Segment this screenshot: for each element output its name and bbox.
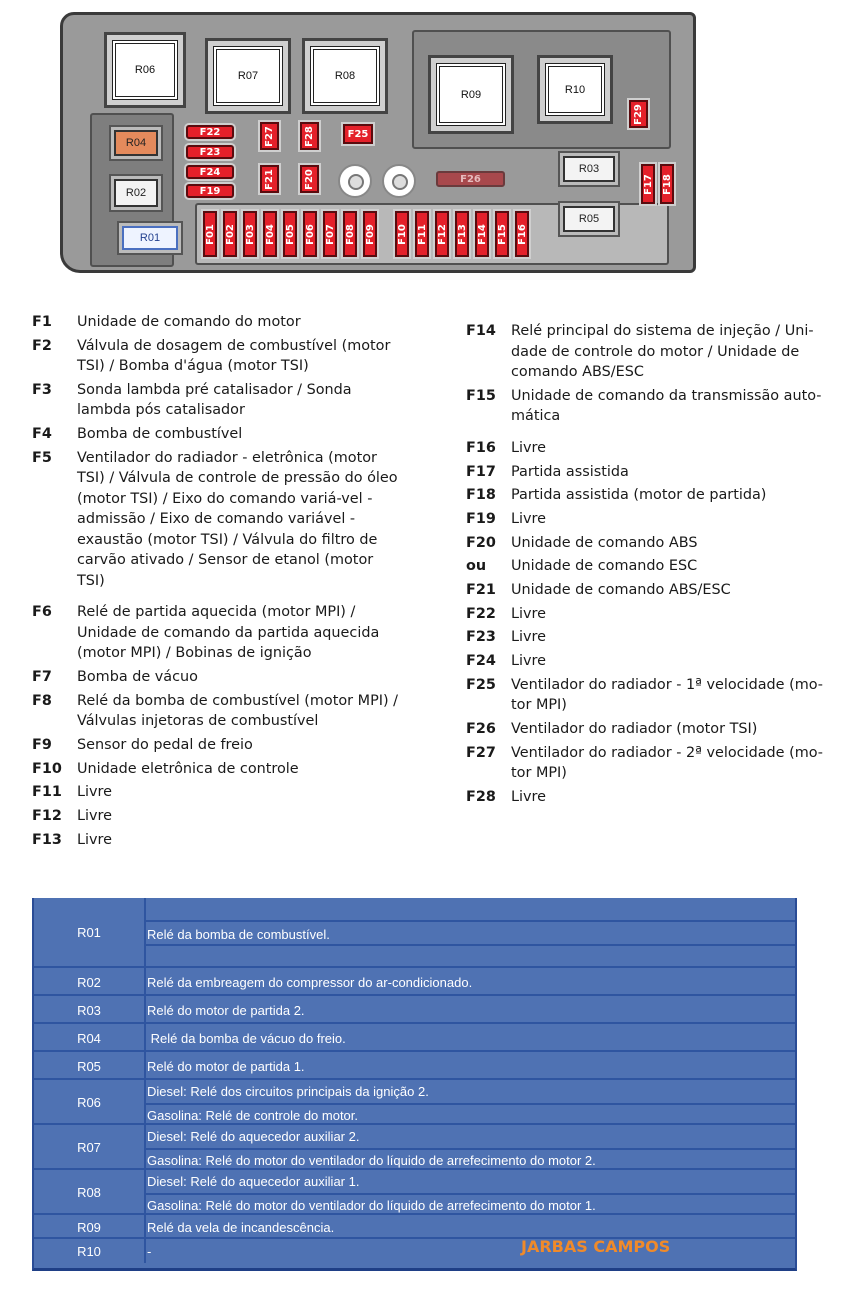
fuse-code: F2 bbox=[32, 337, 52, 354]
fuse-code: F25 bbox=[466, 676, 496, 693]
fuse-list-item bbox=[466, 386, 826, 427]
terminal-bolt-icon bbox=[382, 164, 416, 198]
relay-r07 bbox=[213, 46, 283, 106]
relay-r03 bbox=[563, 156, 615, 182]
fuse-list-item bbox=[466, 533, 826, 554]
fuse-f11 bbox=[415, 211, 429, 257]
fuse-code: F5 bbox=[32, 449, 52, 466]
fuse-code: F14 bbox=[466, 323, 496, 339]
relay-table-row bbox=[34, 1078, 795, 1125]
relay-r05 bbox=[563, 206, 615, 232]
empty-cell bbox=[146, 898, 795, 920]
fuse-label: F26 bbox=[460, 173, 481, 185]
fuse-list-item bbox=[466, 321, 826, 383]
fuse-code: F27 bbox=[466, 744, 496, 761]
fuse-box-diagram bbox=[60, 8, 700, 276]
fuse-code: F3 bbox=[32, 381, 52, 398]
fuse-list-item bbox=[32, 691, 402, 732]
fuse-description: Válvula de dosagem de combustível (motor TSI) / Bomba d'água (motor TSI) bbox=[77, 337, 391, 375]
fuse-description: Ventilador do radiador - eletrônica (motor TSI) / Válvula de controle de pressão do óleo (motor TSI) / Eixo do comando variá-vel - admissão / Eixo de comando variável - exaustão (motor TSI) / Válvula do filtro de carvão ativado / Sensor de etanol (motor TSI) bbox=[77, 449, 398, 589]
fuse-f03 bbox=[243, 211, 257, 257]
relay-label: R05 bbox=[578, 213, 600, 225]
fuse-code: F4 bbox=[32, 426, 52, 443]
fuse-label: F02 bbox=[224, 223, 236, 245]
fuse-f27 bbox=[260, 122, 279, 150]
fuse-description: Relé de partida aquecida (motor MPI) / Unidade de comando da partida aquecida (motor MPI) / Bobinas de ignição bbox=[77, 604, 380, 662]
fuse-description: Unidade de comando da transmissão auto-mática bbox=[511, 387, 822, 425]
fuse-label: F05 bbox=[284, 223, 296, 245]
relay-r06 bbox=[112, 40, 178, 100]
fuse-description: Unidade eletrônica de controle bbox=[77, 760, 299, 777]
fuse-description: Bomba de combustível bbox=[77, 426, 243, 443]
relay-code: R09 bbox=[34, 1215, 146, 1239]
fuse-code: F22 bbox=[466, 605, 496, 622]
fuse-description: Bomba de vácuo bbox=[77, 669, 198, 686]
fuse-label: F17 bbox=[642, 173, 654, 195]
relay-description: Relé da bomba de vácuo do freio. bbox=[147, 1030, 346, 1046]
fuse-f09 bbox=[363, 211, 377, 257]
relay-table-row bbox=[34, 1123, 795, 1170]
fuse-f08 bbox=[343, 211, 357, 257]
fuse-list-item bbox=[466, 651, 826, 672]
fuse-description: Livre bbox=[77, 808, 112, 825]
relay-r08 bbox=[310, 46, 380, 106]
fuse-description: Unidade de comando ABS bbox=[511, 534, 698, 551]
relay-label: R02 bbox=[125, 187, 147, 199]
fuse-list-item bbox=[32, 806, 402, 827]
relay-table-row bbox=[34, 966, 795, 996]
fuse-code: F24 bbox=[466, 653, 496, 670]
fuse-list-item bbox=[32, 735, 402, 756]
author-watermark: JARBAS CAMPOS bbox=[521, 1237, 671, 1256]
fuse-label: F18 bbox=[661, 173, 673, 195]
fuse-f04 bbox=[263, 211, 277, 257]
relay-description: Relé do motor de partida 2. bbox=[147, 1002, 305, 1018]
relay-description: Gasolina: Relé de controle do motor. bbox=[146, 1103, 795, 1128]
fuse-description: Sonda lambda pré catalisador / Sonda lambda pós catalisador bbox=[77, 381, 352, 419]
fuse-label: F19 bbox=[199, 185, 221, 197]
relay-description: - bbox=[147, 1243, 152, 1259]
relay-code: R05 bbox=[34, 1052, 146, 1080]
relay-code: R08 bbox=[34, 1170, 146, 1215]
fuse-label: F21 bbox=[264, 168, 275, 190]
relay-label: R06 bbox=[134, 64, 156, 76]
fuse-description: Livre bbox=[511, 653, 546, 670]
fuse-list-left bbox=[32, 312, 402, 853]
fuse-description: Relé principal do sistema de injeção / Uni-dade de controle do motor / Unidade de comando ABS/ESC bbox=[511, 323, 814, 380]
fuse-list-item bbox=[32, 424, 402, 445]
fuse-description: Livre bbox=[511, 439, 546, 456]
fuse-list-item bbox=[466, 485, 826, 506]
fuse-description: Livre bbox=[77, 831, 112, 848]
fuse-label: F01 bbox=[204, 223, 216, 245]
fuse-f12 bbox=[435, 211, 449, 257]
relay-code: R02 bbox=[34, 968, 146, 996]
relay-description: Gasolina: Relé do motor do ventilador do líquido de arrefecimento do motor 1. bbox=[146, 1193, 795, 1218]
fuse-description: Sensor do pedal de freio bbox=[77, 737, 253, 753]
fuse-code: F19 bbox=[466, 510, 496, 527]
fuse-description: Livre bbox=[511, 605, 546, 622]
fuse-list-item bbox=[32, 830, 402, 851]
fuse-label: F07 bbox=[324, 223, 336, 245]
spacer bbox=[466, 430, 826, 438]
fuse-description: Partida assistida (motor de partida) bbox=[511, 487, 767, 504]
fuse-list-item bbox=[466, 675, 826, 716]
spacer bbox=[32, 594, 402, 602]
fuse-list-item bbox=[32, 667, 402, 688]
fuse-label: F27 bbox=[264, 125, 275, 147]
relay-table bbox=[32, 898, 797, 1271]
empty-cell bbox=[146, 944, 795, 968]
fuse-label: F22 bbox=[199, 126, 221, 138]
fuse-f25 bbox=[343, 124, 373, 144]
fuse-f07 bbox=[323, 211, 337, 257]
fuse-f10 bbox=[395, 211, 409, 257]
fuse-f15 bbox=[495, 211, 509, 257]
relay-r01 bbox=[122, 226, 178, 250]
relay-table-row bbox=[34, 1237, 795, 1263]
terminal-bolt-icon bbox=[338, 164, 372, 198]
fuse-list-item bbox=[466, 438, 826, 459]
relay-table-row bbox=[34, 898, 795, 966]
relay-code: R07 bbox=[34, 1125, 146, 1170]
fuse-list-item bbox=[32, 759, 402, 780]
fuse-label: F28 bbox=[304, 125, 315, 147]
relay-table-row bbox=[34, 1168, 795, 1215]
fuse-f23 bbox=[186, 145, 234, 159]
fuse-f17 bbox=[641, 164, 655, 204]
fuse-list-item bbox=[466, 462, 826, 483]
fuse-list-item bbox=[466, 719, 826, 740]
fuse-description: Ventilador do radiador (motor TSI) bbox=[511, 720, 758, 737]
relay-label: R08 bbox=[334, 70, 356, 82]
fuse-description: Unidade de comando ABS/ESC bbox=[511, 582, 731, 598]
fuse-list-item bbox=[32, 312, 402, 333]
relay-table-row bbox=[34, 1050, 795, 1080]
fuse-code: F6 bbox=[32, 604, 52, 621]
relay-label: R07 bbox=[237, 70, 259, 82]
fuse-description: Ventilador do radiador - 1ª velocidade (mo-tor MPI) bbox=[511, 676, 823, 714]
fuse-f26 bbox=[436, 171, 505, 187]
relay-code: R10 bbox=[34, 1239, 146, 1263]
fuse-label: F15 bbox=[496, 223, 508, 245]
fuse-f06 bbox=[303, 211, 317, 257]
relay-code: R04 bbox=[34, 1024, 146, 1052]
fuse-list-item bbox=[32, 380, 402, 421]
relay-code: R06 bbox=[34, 1080, 146, 1125]
relay-label: R03 bbox=[578, 163, 600, 175]
relay-description: Diesel: Relé do aquecedor auxiliar 2. bbox=[147, 1128, 360, 1144]
relay-table-row bbox=[34, 994, 795, 1024]
relay-r02 bbox=[114, 179, 158, 207]
relay-description: Relé da vela de incandescência. bbox=[147, 1219, 335, 1235]
fuse-list-right bbox=[466, 321, 826, 811]
fuse-list-item bbox=[32, 336, 402, 377]
relay-table-row bbox=[34, 1213, 795, 1239]
relay-code: R01 bbox=[34, 898, 146, 966]
relay-description: Gasolina: Relé do motor do ventilador do líquido de arrefecimento do motor 2. bbox=[146, 1148, 795, 1173]
fuse-f20 bbox=[300, 165, 319, 193]
fuse-f24 bbox=[186, 165, 234, 179]
fuse-f18 bbox=[660, 164, 674, 204]
fuse-list-item bbox=[32, 448, 402, 592]
fuse-f22 bbox=[186, 125, 234, 139]
fuse-label: F23 bbox=[199, 146, 221, 158]
fuse-label: F24 bbox=[199, 166, 221, 178]
fuse-label: F11 bbox=[416, 223, 428, 245]
fuse-code: F28 bbox=[466, 788, 496, 805]
fuse-f19 bbox=[186, 184, 234, 198]
fuse-description: Unidade de comando do motor bbox=[77, 314, 301, 330]
fuse-description: Unidade de comando ESC bbox=[511, 558, 698, 575]
fuse-description: Livre bbox=[511, 510, 546, 527]
fuse-label: F14 bbox=[476, 223, 488, 245]
fuse-code: F10 bbox=[32, 760, 62, 777]
fuse-description: Livre bbox=[77, 784, 112, 801]
fuse-code: F11 bbox=[32, 784, 62, 801]
relay-description: Relé do motor de partida 1. bbox=[147, 1058, 305, 1074]
fuse-label: F29 bbox=[633, 103, 644, 125]
fuse-list-item bbox=[32, 782, 402, 803]
fuse-list-item bbox=[466, 556, 826, 577]
fuse-label: F08 bbox=[344, 223, 356, 245]
relay-code: R03 bbox=[34, 996, 146, 1024]
relay-r10 bbox=[545, 63, 605, 116]
fuse-list-item bbox=[466, 604, 826, 625]
relay-label: R01 bbox=[139, 232, 161, 244]
fuse-code: F16 bbox=[466, 439, 496, 456]
fuse-label: F10 bbox=[396, 223, 408, 245]
fuse-label: F06 bbox=[304, 223, 316, 245]
fuse-f02 bbox=[223, 211, 237, 257]
fuse-code: F18 bbox=[466, 487, 496, 504]
fuse-label: F09 bbox=[364, 223, 376, 245]
fuse-label: F03 bbox=[244, 223, 256, 245]
fuse-code: F1 bbox=[32, 314, 52, 330]
fuse-code: ou bbox=[466, 558, 487, 575]
fuse-description: Livre bbox=[511, 629, 546, 646]
fuse-code: F8 bbox=[32, 692, 52, 709]
fuse-list-item bbox=[32, 602, 402, 664]
fuse-code: F17 bbox=[466, 463, 496, 480]
fuse-code: F20 bbox=[466, 534, 496, 551]
relay-description: Relé da bomba de combustível. bbox=[146, 920, 795, 946]
fuse-f28 bbox=[300, 122, 319, 150]
fuse-list-item bbox=[466, 743, 826, 784]
relay-label: R04 bbox=[125, 137, 147, 149]
fuse-f21 bbox=[260, 165, 279, 193]
fuse-f14 bbox=[475, 211, 489, 257]
relay-label: R09 bbox=[460, 88, 482, 101]
relay-description: Diesel: Relé dos circuitos principais da ignição 2. bbox=[147, 1083, 429, 1099]
fuse-description: Ventilador do radiador - 2ª velocidade (mo-tor MPI) bbox=[511, 744, 823, 782]
fuse-code: F7 bbox=[32, 669, 52, 686]
fuse-code: F26 bbox=[466, 720, 496, 737]
fuse-code: F13 bbox=[32, 831, 62, 848]
fuse-f01 bbox=[203, 211, 217, 257]
relay-label: R10 bbox=[564, 83, 586, 96]
fuse-list-item bbox=[466, 787, 826, 808]
relay-description: Relé da embreagem do compressor do ar-condicionado. bbox=[147, 974, 473, 990]
relay-description: Diesel: Relé do aquecedor auxiliar 1. bbox=[147, 1173, 360, 1189]
fuse-f16 bbox=[515, 211, 529, 257]
fuse-description: Relé da bomba de combustível (motor MPI) / Válvulas injetoras de combustível bbox=[77, 692, 399, 730]
fuse-label: F25 bbox=[347, 128, 369, 140]
fuse-list-item bbox=[466, 580, 826, 601]
fuse-code: F23 bbox=[466, 629, 496, 646]
fuse-label: F20 bbox=[304, 168, 315, 190]
fuse-label: F16 bbox=[516, 223, 528, 245]
fuse-f13 bbox=[455, 211, 469, 257]
relay-table-row bbox=[34, 1022, 795, 1052]
fuse-code: F12 bbox=[32, 808, 62, 825]
fuse-description: Partida assistida bbox=[511, 463, 629, 480]
fuse-f29 bbox=[629, 100, 648, 128]
fuse-code: F21 bbox=[466, 582, 496, 598]
fuse-list-item bbox=[466, 627, 826, 648]
fuse-f05 bbox=[283, 211, 297, 257]
relay-r09 bbox=[436, 63, 506, 126]
fuse-label: F04 bbox=[264, 223, 276, 245]
relay-r04 bbox=[114, 130, 158, 156]
fuse-code: F9 bbox=[32, 737, 52, 753]
fuse-label: F13 bbox=[456, 223, 468, 245]
fuse-list-item bbox=[466, 509, 826, 530]
fuse-code: F15 bbox=[466, 387, 496, 404]
fuse-description: Livre bbox=[511, 788, 546, 805]
fuse-label: F12 bbox=[436, 223, 448, 245]
